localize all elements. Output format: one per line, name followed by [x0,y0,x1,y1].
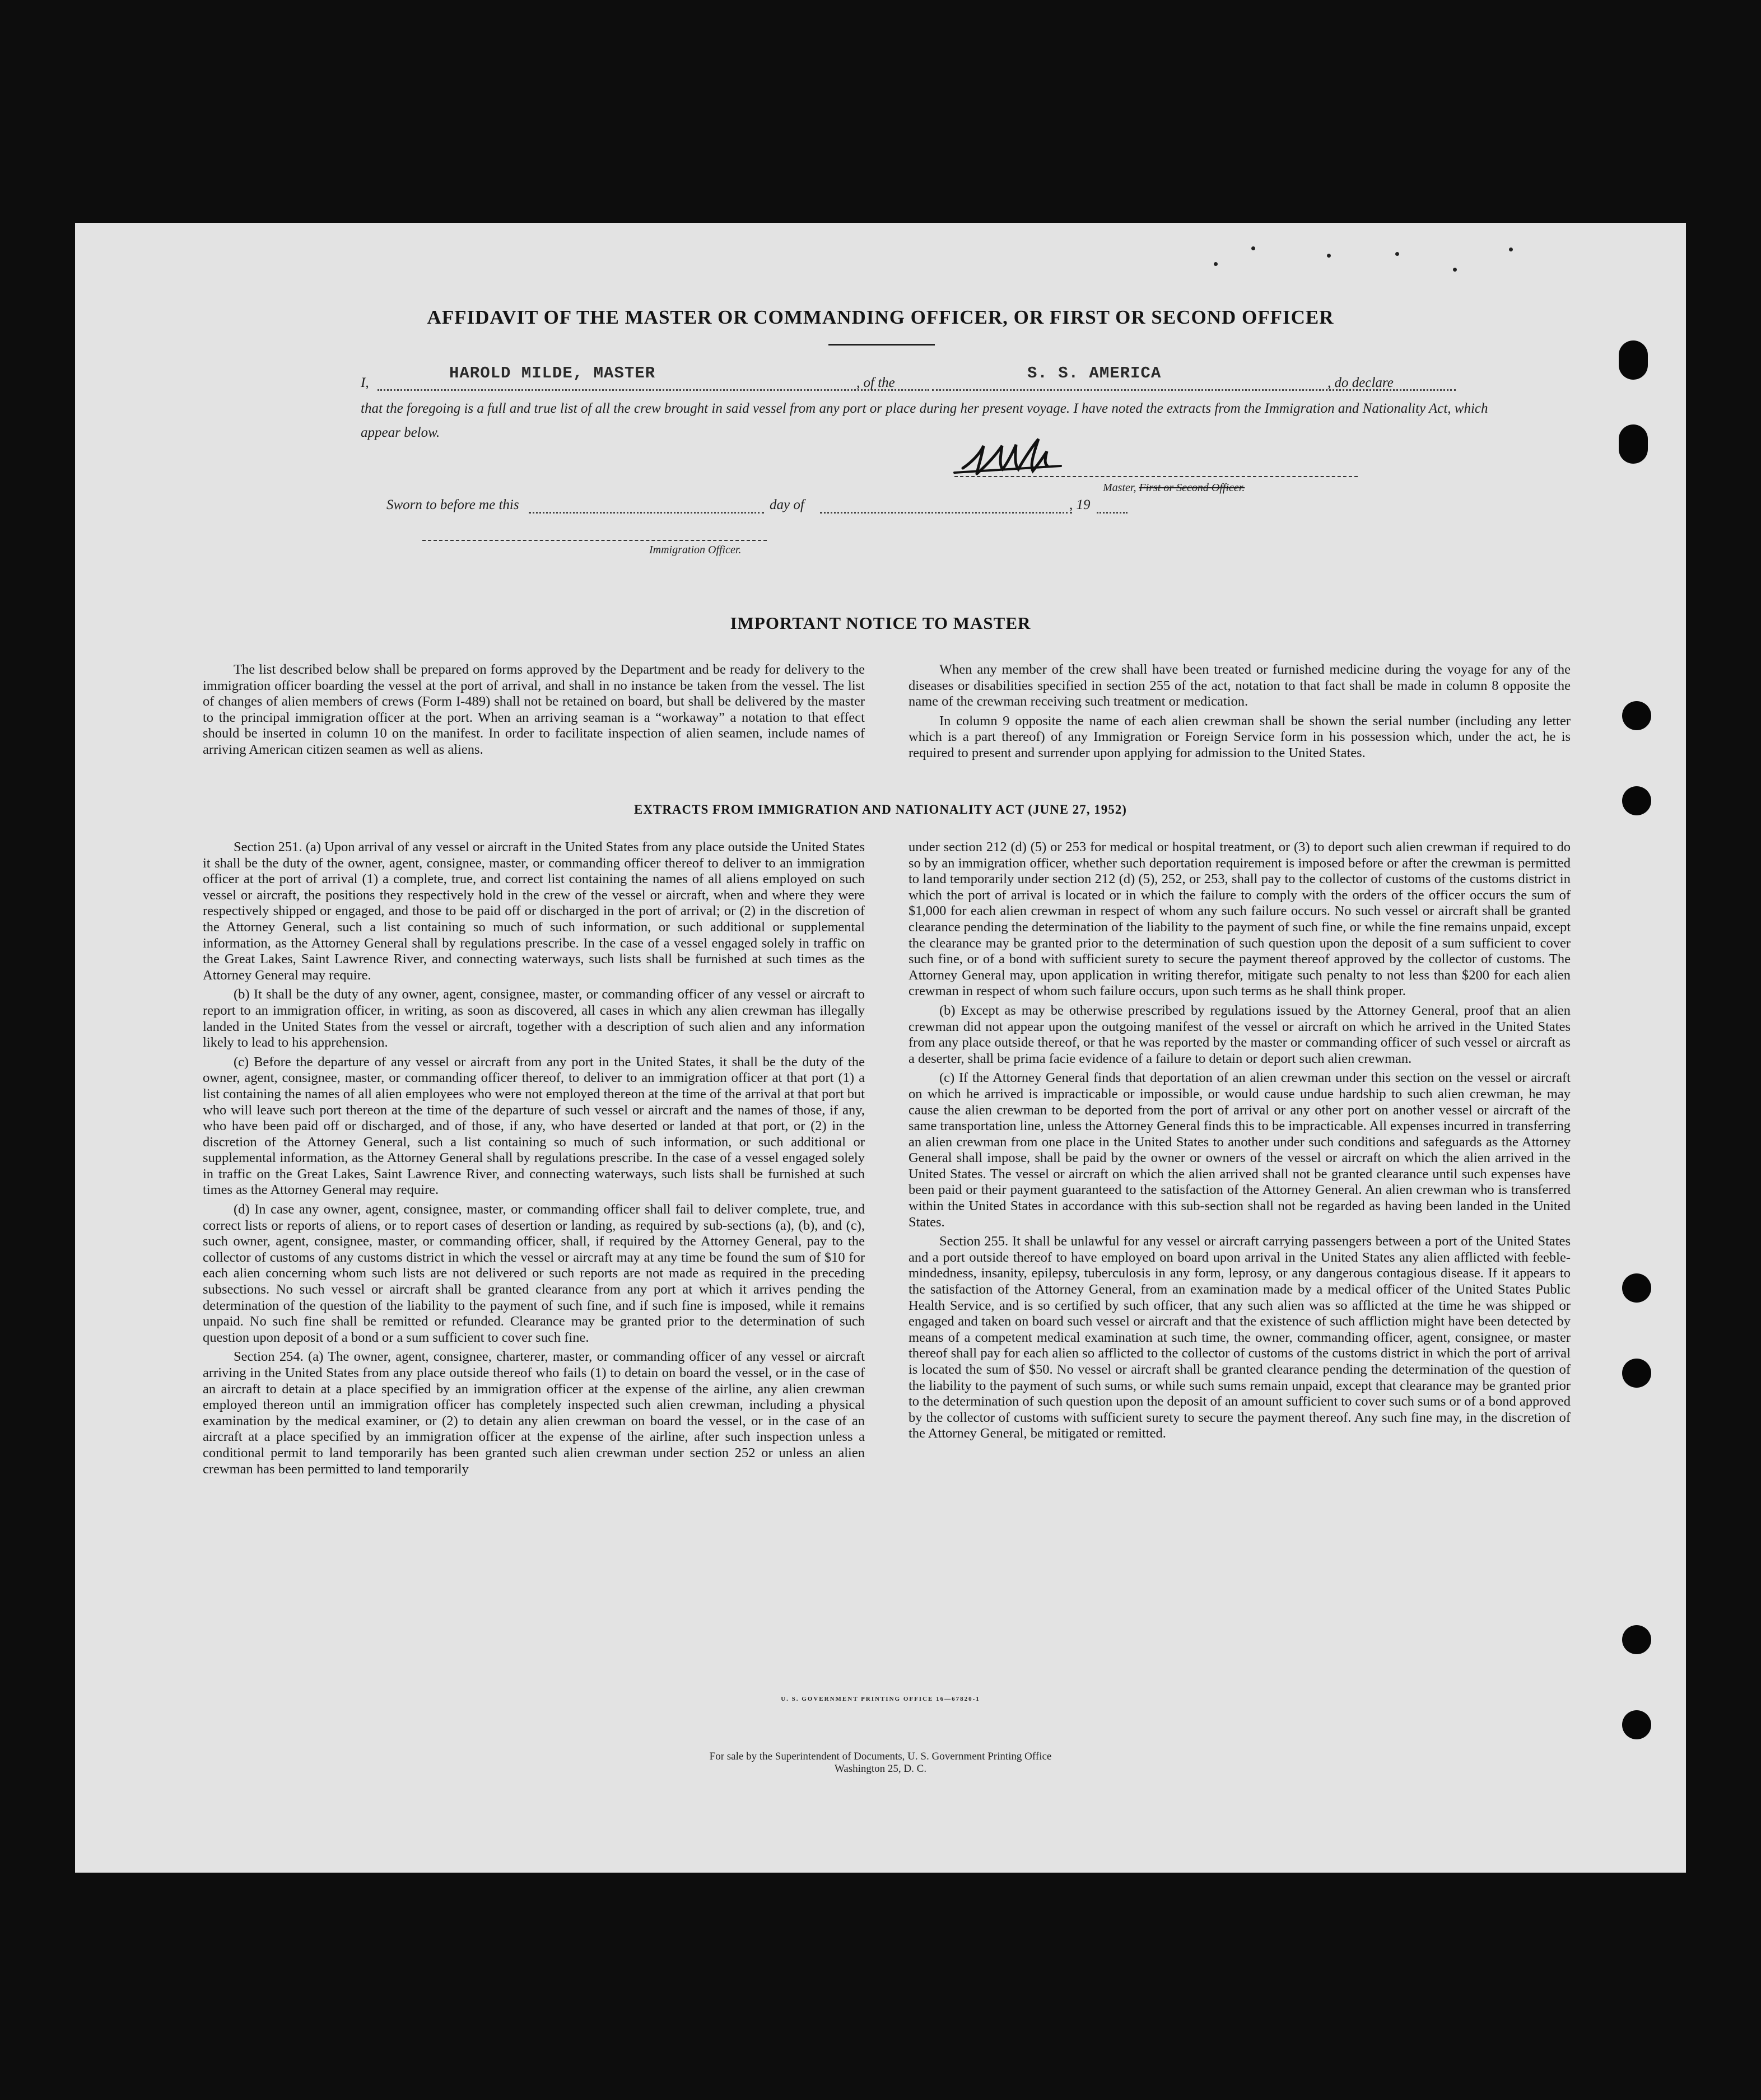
form-page [75,223,1686,1873]
year-label: , 19 [1069,497,1091,512]
section-254-b: (b) Except as may be otherwise prescribed by regulations issued by the Attorney General, proof that an alien crewman did not appear upon the outgoing manifest of the vessel or aircraft on which he arrived in the United States from any place outside thereof, or that he was reported by the master or commanding officer of such vessel or aircraft as a deserter, shall be prima facie evidence of a failure to detain or deport such alien crewman. [909,1002,1571,1066]
i-label: I, [361,375,369,390]
officer-label: Immigration Officer. [649,544,742,556]
punch-hole [1622,701,1651,730]
notice-right-column [909,662,1571,765]
sworn-date-line [529,512,764,514]
declaration-text: that the foregoing is a full and true list of all the crew brought in said vessel from any port or place during her present voyage. I have noted the extracts from the Immigration and Nationality Act, which appear below. [361,401,1488,440]
punch-hole [1622,1625,1651,1654]
notice-right-paragraph-1: When any member of the crew shall have been treated or furnished medicine during the voyage for any of the diseases or disabilities specified in section 255 of the act, notation to that fact shall be made in column 8 opposite the name of the crewman receiving such treatment or medication. [909,662,1571,710]
day-of-label: day of [770,497,804,512]
speck [1327,254,1331,258]
section-251-d: (d) In case any owner, agent, consignee, master, or commanding officer shall fail to deliver complete, true, and correct lists or reports of aliens, or to report cases of desertion or landing, as required by sub-sections (a), (b), and (c), such owner, agent, consignee, master, or commanding officer, shall, if required by the Attorney General, pay to the collector of customs of any customs district in which the vessel or aircraft may at any time be found the sum of $10 for each alien concerning whom such lists are not delivered or such reports are not made as required in the preceding subsections. No such vessel or aircraft shall be granted clearance from any port at which it arrives pending the determination of the question of the liability to the payment of such fine, and if such fine is imposed, while it remains unpaid. No such fine shall be remitted or refunded. Clearance may be granted prior to the determination of such question upon deposit of a bond or a sum sufficient to cover such fine. [203,1202,865,1345]
section-251-a: Section 251. (a) Upon arrival of any vessel or aircraft in the United States from any place outside the United States it shall be the duty of the owner, agent, consignee, master, or commanding officer thereof to deliver to an immigration officer at the port of arrival (1) a complete, true, and correct list containing the names of all aliens employed on such vessel or aircraft, the positions they respectively hold in the crew of the vessel or aircraft, when and where they were respectively shipped or engaged, and those to be paid off or discharged in the port of arrival; or (2) in the discretion of the Attorney General, such a list containing so much of such information, or such additional or supplemental information, as the Attorney General shall by regulations prescribe. In the case of a vessel engaged solely in traffic on the Great Lakes, Saint Lawrence River, and connecting waterways, such lists shall be furnished at such times as the Attorney General may require. [203,839,865,983]
section-254-c: (c) If the Attorney General finds that deportation of an alien crewman under this section on the vessel or aircraft on which he arrived is impracticable or impossible, or would cause undue hardship to such alien crewman, he may cause the alien crewman to be deported from the port of arrival or any other port on another vessel or aircraft of the same transportation line, unless the Attorney General finds this to be impracticable. All expenses incurred in transferring an alien crewman from one place in the United States to another under such conditions and safeguards as the Attorney General shall impose, shall be paid by the owner or owners of the vessel or aircraft on which the alien arrived in the United States. The vessel or aircraft on which the alien arrived shall not be granted clearance until such expenses have been paid or their payment guaranteed to the satisfaction of the Attorney General. An alien crewman who is transferred within the United States in accordance with this sub-section shall not be regarded as having been landed in the United States. [909,1070,1571,1230]
year-line [1097,512,1128,514]
punch-hole [1619,340,1648,380]
speck [1251,246,1255,250]
printing-office-line: U. S. GOVERNMENT PRINTING OFFICE 16—67820-1 [781,1696,980,1702]
sworn-label: Sworn to before me this [386,497,519,512]
name-line [378,389,929,391]
speck [1395,252,1399,256]
punch-hole [1622,1273,1651,1303]
punch-hole [1622,786,1651,815]
officer-line [422,540,767,541]
notice-left-paragraph: The list described below shall be prepared on forms approved by the Department and be ready for delivery to the immigration officer boarding the vessel at the port of arrival, and shall in no instance be taken from the vessel. The list of changes of alien members of crews (Form I-489) shall not be retained on board, but shall be delivered by the master to the principal immigration officer at the port. When an arriving seaman is a “workaway” a notation to that effect should be inserted in column 10 on the manifest. In order to facilitate inspection of alien seamen, include names of arriving American citizen seamen as well as aliens. [203,662,865,757]
master-role [1103,482,1245,494]
section-251-b: (b) It shall be the duty of any owner, agent, consignee, master, or commanding officer of any vessel or aircraft to report to an immigration officer, in writing, as soon as discovered, all cases in which any alien crewman has illegally landed in the United States from the vessel or aircraft, together with a description of such alien and any information likely to lead to his apprehension. [203,987,865,1051]
signature-line [954,476,1358,477]
speck [1214,262,1218,266]
master-name: HAROLD MILDE, MASTER [449,364,656,382]
extracts-right-column [909,839,1571,1445]
month-line [820,512,1072,514]
speck [1509,248,1513,251]
notice-right-paragraph-2: In column 9 opposite the name of each alien crewman shall be shown the serial number (including any letter which is a part thereof) of any Immigration or Foreign Service form in his possession which, under the act, he is required to present and surrender upon applying for admission to the United States. [909,713,1571,760]
city-line: Washington 25, D. C. [834,1763,927,1775]
section-251-c: (c) Before the departure of any vessel or aircraft from any port in the United States, it shall be the duty of the owner, agent, consignee, master, or commanding officer thereof, to deliver to an immigration officer at that port (1) a list containing the names of all alien employees who were not employed thereon at the time of the arrival at that port but who will leave such port thereon at the time of the departure of such vessel or aircraft and the names of those, if any, who have been paid off or discharged, and of those, if any, who have deserted or landed at that port, or (2) in the discretion of the Attorney General, such a list containing so much of such information, or such additional or supplemental information, as the Attorney General shall by regulations prescribe. In the case of a vessel engaged solely in traffic on the Great Lakes, Saint Lawrence River, and connecting waterways, such lists shall be furnished at such times as the Attorney General may require. [203,1054,865,1198]
section-254-a: Section 254. (a) The owner, agent, consignee, charterer, master, or commanding officer of any vessel or aircraft arriving in the United States from any place outside thereof who fails (1) to detain on board the vessel, or in the case of an aircraft to detain at a place specified by an immigration officer at the expense of the airline, any alien crewman employed thereon until an immigration officer has completely inspected such alien crewman, including a physical examination by the medical examiner, or (2) to detain any alien crewman on board the vessel, or in the case of an aircraft at a place specified by an immigration officer at the expense of the airline, after such inspection unless a conditional permit to land temporarily has been granted such alien crewman under section 252 or unless an alien crewman has been permitted to land temporarily [203,1349,865,1477]
for-sale-notice [75,1751,1686,1775]
role-struck: First or Second Officer. [1139,482,1245,494]
punch-hole [1622,1710,1651,1739]
vessel-name: S. S. AMERICA [1027,364,1162,382]
title-rule [828,344,935,346]
of-the-label: , of the [856,375,895,390]
notice-title: IMPORTANT NOTICE TO MASTER [730,613,1031,633]
master-signature [949,423,1089,491]
section-255: Section 255. It shall be unlawful for any vessel or aircraft carrying passengers between a port of the United States and a port outside thereof to have employed on board upon arrival in the United States any alien afflicted with feeble-mindedness, insanity, epilepsy, tuberculosis in any form, leprosy, or any dangerous contagious disease. If it appears to the satisfaction of the Attorney General, from an examination made by a medical officer of the United States Public Health Service, and is so certified by such officer, that any such alien was so afflicted at the time he was shipped or engaged and taken on board such vessel or aircraft and that the existence of such affliction might have been detected by means of a competent medical examination at such time, the owner, commanding officer, agent, consignee, or master thereof shall pay for each alien so afflicted to the collector of customs of the customs district in which the port of arrival is located the sum of $50. No vessel or aircraft shall be granted clearance pending the determination of the question of the liability to the payment of such sums, or while such sums remain unpaid, except that clearance may be granted prior to the determination of such question upon the deposit of an amount sufficient to cover such sums or of a bond approved by the collector of customs with sufficient surety to secure the payment thereof. Any such fine may, in the discretion of the Attorney General, be mitigated or remitted. [909,1234,1571,1441]
do-declare-label: , do declare [1327,375,1394,390]
role-master: Master, [1103,482,1136,494]
extracts-title: EXTRACTS FROM IMMIGRATION AND NATIONALITY ACT (JUNE 27, 1952) [634,802,1127,816]
for-sale-line: For sale by the Superintendent of Documents, U. S. Government Printing Office [709,1751,1052,1762]
notice-left-column [203,662,865,762]
extracts-left-column [203,839,865,1481]
speck [1453,268,1457,272]
punch-hole [1622,1359,1651,1388]
affidavit-title: AFFIDAVIT OF THE MASTER OR COMMANDING OFFICER, OR FIRST OR SECOND OFFICER [427,306,1334,328]
punch-hole [1619,424,1648,464]
section-254-a-continued: under section 212 (d) (5) or 253 for medical or hospital treatment, or (3) to deport such alien crewman if required to do so by an immigration officer, whether such deportation requirement is imposed before or after the crewman is permitted to land temporarily under section 212 (d) (5), 252, or 253, shall pay to the collector of customs of the customs district in which the port of arrival is located or in which the failure to comply with the orders of the officer occurs the sum of $1,000 for each alien crewman in respect of whom any such failure occurs. No such vessel or aircraft shall be granted clearance pending the determination of the liability to the payment of such fine, or while the fine remains unpaid, except the clearance may be granted prior to the determination of such question upon the deposit of a sum sufficient to cover such fine, or of a bond with sufficient surety to secure the payment thereof approved by the collector of customs. The Attorney General may, upon application in writing therefor, mitigate such penalty to not less than $200 for each alien crewman in respect of whom such failure occurs, upon such terms as he shall think proper. [909,839,1571,999]
